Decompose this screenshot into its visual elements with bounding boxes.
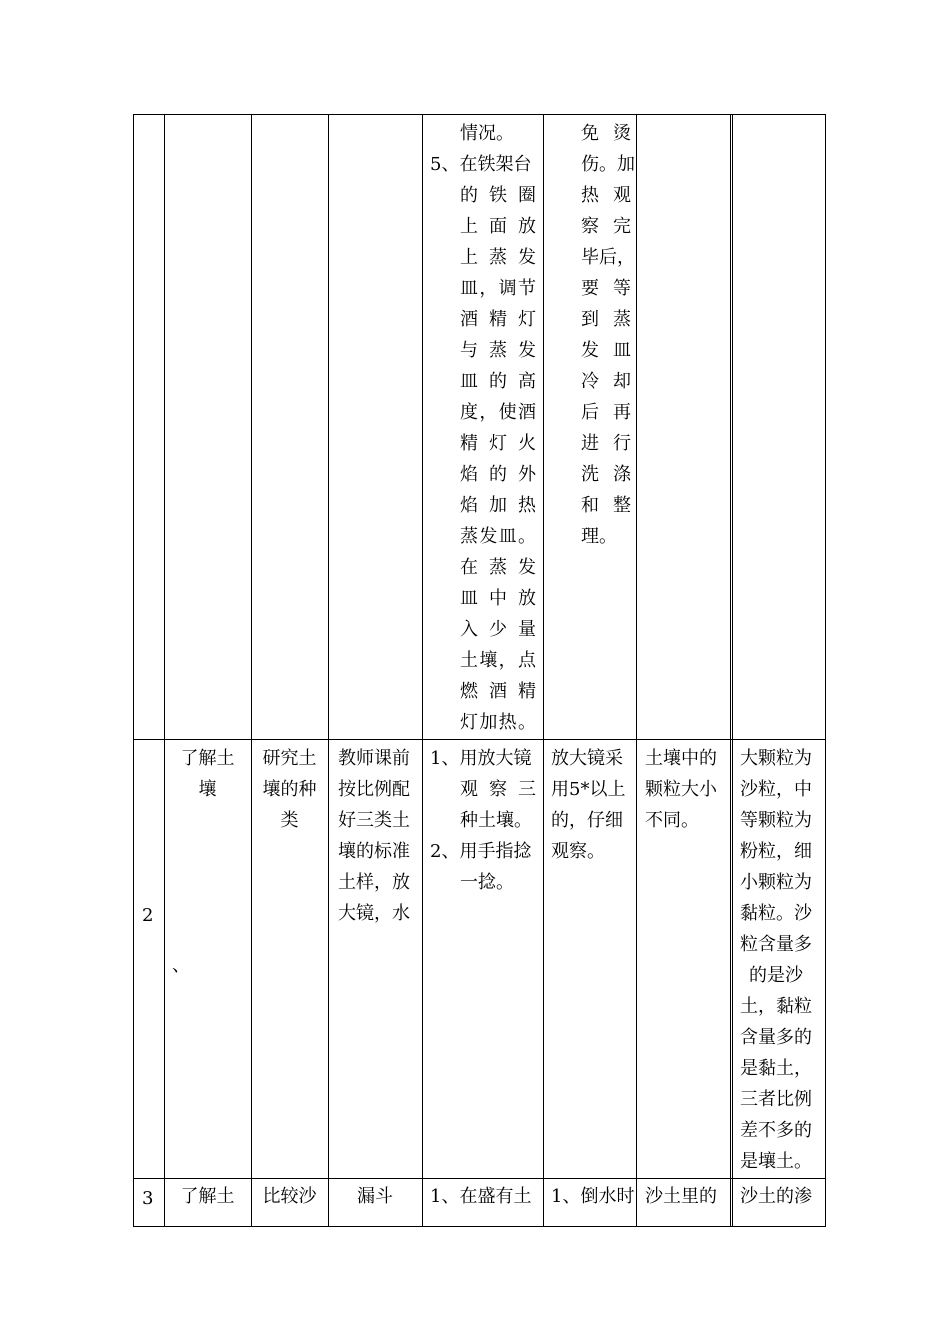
row2-materials-cell	[338, 743, 420, 929]
col-divider	[636, 115, 637, 1226]
text-line: 沙粒，中	[740, 779, 812, 800]
text-line: 大颗粒为	[740, 748, 812, 769]
text-line: 黏粒。沙	[740, 903, 812, 924]
text-line: 精 灯 火	[460, 433, 536, 454]
text-line: 含量多的	[740, 1027, 812, 1048]
row3-goal-cell	[164, 1181, 251, 1212]
text-line: 沙土的渗	[740, 1186, 812, 1207]
text-line: 酒 精 灯	[460, 309, 536, 330]
text-line: 类	[280, 810, 299, 831]
text-line: 洗 涤	[581, 464, 631, 485]
row3-materials-cell	[328, 1181, 422, 1212]
text-line: 和 整	[581, 495, 631, 516]
row-divider	[134, 739, 825, 740]
text-line: 一捻。	[460, 872, 514, 893]
row-number: 3	[142, 1188, 154, 1209]
text-line: 的是沙	[749, 965, 803, 986]
row3-notes-cell	[551, 1181, 634, 1212]
text-line: 三者比例	[740, 1089, 812, 1110]
text-line: 上 面 放	[460, 216, 536, 237]
text-line: 1、倒水时	[551, 1186, 635, 1207]
text-line: 放大镜采	[551, 748, 623, 769]
row2-number-cell	[142, 900, 162, 931]
text-line: 度，使酒	[460, 402, 536, 423]
text-line: 大镜，水	[338, 903, 410, 924]
text-line: 土壤中的	[645, 748, 717, 769]
row3-phenomenon-cell	[645, 1181, 729, 1212]
row2-notes-cell	[551, 743, 634, 867]
row2-goal-cell	[164, 743, 251, 805]
text-line: 比较沙	[262, 1186, 317, 1207]
text-line: 好三类土	[338, 810, 410, 831]
row1-steps-cell	[430, 118, 536, 738]
text-line: 壤的标准	[338, 841, 410, 862]
row2-conclusion-cell	[740, 743, 820, 1177]
text-line: 情况。	[460, 123, 514, 144]
text-line: 粉粒，细	[740, 841, 812, 862]
col-divider-double	[730, 115, 733, 1226]
text-line: 壤	[198, 779, 217, 800]
text-line: 用5*以上	[551, 779, 626, 800]
text-line: 观察。	[551, 841, 605, 862]
col-divider	[328, 115, 329, 1226]
row2-steps-cell	[430, 743, 536, 898]
text-line: 漏斗	[357, 1186, 393, 1207]
text-line: 在 蒸 发	[460, 557, 536, 578]
text-line: 免 烫	[581, 123, 631, 144]
text-line: 焰 加 热	[460, 495, 536, 516]
text-line: 冷 却	[581, 371, 631, 392]
text-line: 壤的种	[262, 779, 317, 800]
text-line: 要 等	[581, 278, 631, 299]
text-line: 到 蒸	[581, 309, 631, 330]
text-line: 燃 酒 精	[460, 681, 536, 702]
text-line: 差不多的	[740, 1120, 812, 1141]
row3-steps-cell	[430, 1181, 536, 1212]
text-line: 蒸发皿。	[460, 526, 536, 547]
text-line: 理。	[581, 526, 617, 547]
text-line: 灯加热。	[460, 712, 536, 733]
text-line: 了解土	[180, 748, 235, 769]
text-line: 了解土	[180, 1186, 235, 1207]
text-line: 1、在盛有土	[430, 1186, 532, 1207]
text-line: 粒含量多	[740, 934, 812, 955]
text-line: 后 再	[581, 402, 631, 423]
text-line: 的，仔细	[551, 810, 623, 831]
experiment-table	[133, 114, 826, 1227]
text-line: 土样，放	[338, 872, 410, 893]
text-line: 按比例配	[338, 779, 410, 800]
text-line: 2、用手指捻	[430, 841, 532, 862]
text-line: 与 蒸 发	[460, 340, 536, 361]
text-line: 研究土	[262, 748, 317, 769]
text-line: 上 蒸 发	[460, 247, 536, 268]
text-line: 发 皿	[581, 340, 631, 361]
text-line: 进 行	[581, 433, 631, 454]
col-divider	[251, 115, 252, 1226]
text-line: 焰 的 外	[460, 464, 536, 485]
text-line: 是壤土。	[740, 1151, 812, 1172]
row-number: 2	[142, 905, 154, 926]
row-number-mark: 、	[172, 955, 190, 976]
text-line: 沙土里的	[645, 1186, 717, 1207]
text-line: 入 少 量	[460, 619, 536, 640]
row1-notes-cell	[581, 118, 635, 552]
row3-number-cell	[142, 1183, 162, 1214]
text-line: 察 完	[581, 216, 631, 237]
row3-activity-cell	[251, 1181, 328, 1212]
text-line: 伤。加	[581, 154, 635, 175]
text-line: 观 察 三	[460, 779, 536, 800]
row2-phenomenon-cell	[645, 743, 729, 836]
col-divider	[543, 115, 544, 1226]
row3-conclusion-cell	[740, 1181, 820, 1212]
text-line: 的 铁 圈	[460, 185, 536, 206]
text-line: 1、用放大镜	[430, 748, 532, 769]
row2-activity-cell	[251, 743, 328, 836]
text-line: 皿，调节	[460, 278, 536, 299]
text-line: 是黏土，	[740, 1058, 812, 1079]
text-line: 皿 中 放	[460, 588, 536, 609]
text-line: 土，黏粒	[740, 996, 812, 1017]
text-line: 5、在铁架台	[430, 154, 532, 175]
text-line: 等颗粒为	[740, 810, 812, 831]
row-divider	[134, 1178, 825, 1179]
text-line: 毕后，	[581, 247, 635, 268]
text-line: 教师课前	[338, 748, 410, 769]
text-line: 种土壤。	[460, 810, 532, 831]
text-line: 不同。	[645, 810, 699, 831]
row2-number-mark	[172, 950, 192, 981]
text-line: 小颗粒为	[740, 872, 812, 893]
col-divider	[422, 115, 423, 1226]
text-line: 土壤，点	[460, 650, 536, 671]
text-line: 皿 的 高	[460, 371, 536, 392]
text-line: 颗粒大小	[645, 779, 717, 800]
col-divider	[164, 115, 165, 1226]
text-line: 热 观	[581, 185, 631, 206]
